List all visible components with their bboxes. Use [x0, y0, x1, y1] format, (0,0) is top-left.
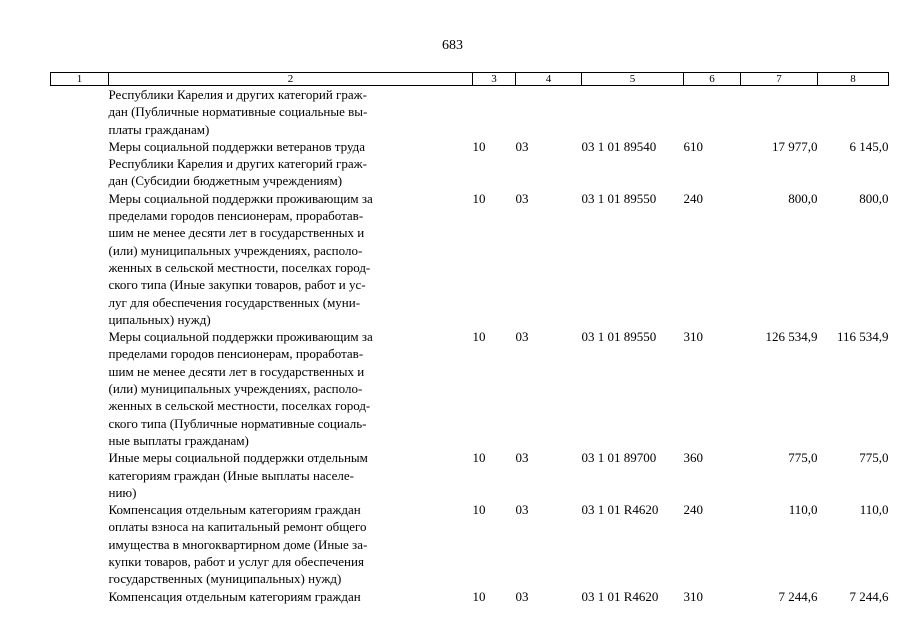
row-index-cell	[51, 588, 109, 605]
amount-cell-1: 17 977,0	[772, 138, 818, 154]
amount-cell-1	[741, 86, 818, 138]
row-index-cell	[51, 138, 109, 190]
description-cell: Иные меры социальной поддержки отдельным категориям граждан (Иные выплаты населе- нию)	[108, 450, 368, 500]
expense-type-cell: 310	[683, 588, 703, 604]
table-row	[51, 449, 889, 501]
subsection-cell: 03	[515, 190, 529, 206]
row-index-cell	[51, 449, 109, 501]
amount-cell-1: 110,0	[788, 502, 818, 518]
amount-cell-1: 7 244,6	[778, 588, 818, 604]
row-index-cell	[51, 328, 109, 449]
expense-type-cell: 360	[683, 450, 703, 466]
amount-cell-2: 800,0	[859, 190, 889, 206]
section-cell: 10	[472, 502, 486, 518]
target-article-cell: 03 1 01 89550	[581, 329, 657, 345]
table-row	[51, 86, 889, 138]
subsection-cell: 03	[515, 450, 529, 466]
row-index-cell	[51, 501, 109, 587]
target-article-cell: 03 1 01 R4620	[581, 588, 659, 604]
section-cell: 10	[472, 588, 486, 604]
table-row	[51, 138, 889, 190]
column-header-3: 3	[473, 73, 516, 86]
column-header-7: 7	[741, 73, 818, 86]
column-header-8: 8	[818, 73, 889, 86]
amount-cell-2: 775,0	[859, 450, 889, 466]
description-cell: Меры социальной поддержки ветеранов труда Республики Карелия и других категорий граж- дан (Субсидии бюджетным учреждениям)	[108, 138, 367, 189]
amount-cell-1: 126 534,9	[765, 329, 818, 345]
amount-cell-2	[818, 86, 889, 138]
description-cell: Компенсация отдельным категориям граждан оплаты взноса на капитальный ремонт общего имущества в многоквартирном доме (Иные за- купки товаров, работ и услуг для обеспечения государственных (муниципальных) нужд)	[108, 502, 368, 587]
table-row	[51, 190, 889, 328]
target-article-cell: 03 1 01 R4620	[581, 502, 659, 518]
subsection-cell: 03	[515, 502, 529, 518]
column-header-5: 5	[582, 73, 684, 86]
expense-type-cell: 240	[683, 190, 703, 206]
section-cell: 10	[472, 450, 486, 466]
section-cell: 10	[472, 138, 486, 154]
subsection-cell: 03	[515, 329, 529, 345]
section-cell: 10	[472, 329, 486, 345]
expense-type-cell: 310	[683, 329, 703, 345]
expense-type-cell	[684, 86, 741, 138]
description-cell: Республики Карелия и других категорий граж- дан (Публичные нормативные социальные вы- платы гражданам)	[108, 87, 368, 137]
column-number-row	[51, 73, 889, 86]
column-header-4: 4	[516, 73, 582, 86]
amount-cell-2: 110,0	[859, 502, 889, 518]
section-cell: 10	[472, 190, 486, 206]
expense-type-cell: 610	[683, 138, 703, 154]
subsection-cell: 03	[515, 138, 529, 154]
column-header-2: 2	[109, 73, 473, 86]
description-cell: Меры социальной поддержки проживающим за пределами городов пенсионерам, проработав- шим не менее десяти лет в государственных и (или) муниципальных учреждениях, располо- женных в сельской местности, поселках город- ского типа (Публичные нормативные социаль- ные выплаты гражданам)	[108, 329, 373, 448]
target-article-cell: 03 1 01 89700	[581, 450, 657, 466]
expense-type-cell: 240	[683, 502, 703, 518]
table-row	[51, 588, 889, 605]
section-cell	[473, 86, 516, 138]
row-index-cell	[51, 86, 109, 138]
amount-cell-1: 775,0	[788, 450, 818, 466]
subsection-cell: 03	[515, 588, 529, 604]
target-article-cell: 03 1 01 89540	[581, 138, 657, 154]
amount-cell-2: 6 145,0	[849, 138, 889, 154]
column-header-6: 6	[684, 73, 741, 86]
table-row	[51, 328, 889, 449]
subsection-cell	[516, 86, 582, 138]
amount-cell-2: 116 534,9	[836, 329, 889, 345]
target-article-cell: 03 1 01 89550	[581, 190, 657, 206]
page-number: 683	[442, 38, 463, 53]
description-cell: Компенсация отдельным категориям граждан	[108, 588, 361, 604]
table-body	[51, 86, 889, 605]
target-article-cell	[582, 86, 684, 138]
amount-cell-2: 7 244,6	[849, 588, 889, 604]
budget-table	[50, 72, 889, 605]
row-index-cell	[51, 190, 109, 328]
column-header-1: 1	[51, 73, 109, 86]
amount-cell-1: 800,0	[788, 190, 818, 206]
table-row	[51, 501, 889, 587]
description-cell: Меры социальной поддержки проживающим за пределами городов пенсионерам, проработав- шим не менее десяти лет в государственных и (или) муниципальных учреждениях, располо- женных в сельской местности, поселках город- ского типа (Иные закупки товаров, работ и ус- луг для обеспечения государственных (муни- ципальных) нужд)	[108, 190, 373, 327]
